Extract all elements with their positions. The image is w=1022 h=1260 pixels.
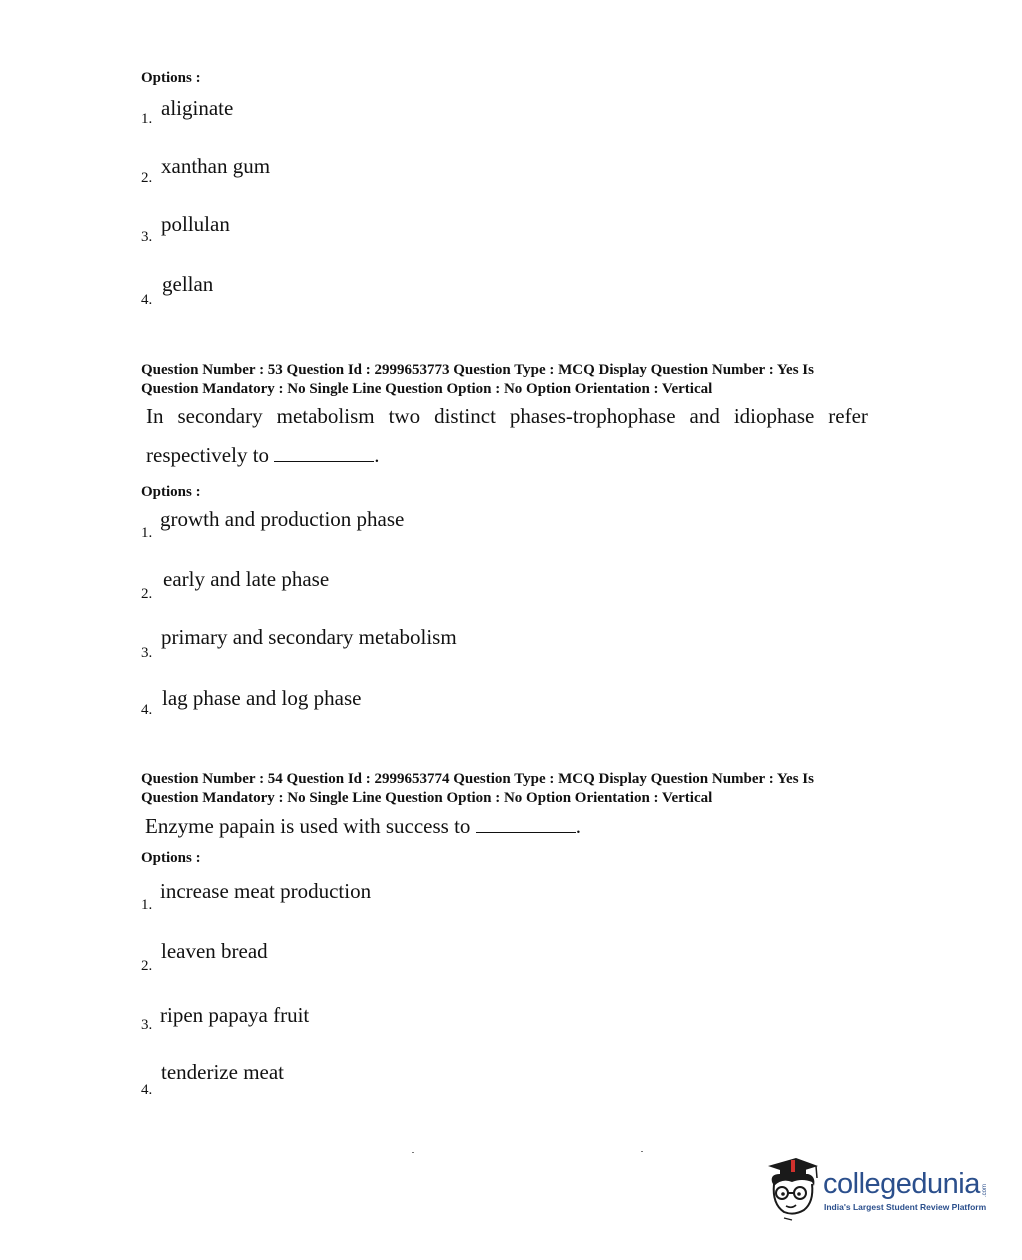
answer-blank <box>274 445 374 462</box>
option-number: 4. <box>141 1082 153 1098</box>
option-text[interactable]: gellan <box>162 272 214 296</box>
scan-mark <box>641 1151 643 1152</box>
option-number: 3. <box>141 1017 153 1033</box>
answer-blank <box>476 816 576 833</box>
option-text[interactable]: xanthan gum <box>161 154 271 178</box>
option-text[interactable]: tenderize meat <box>161 1060 285 1084</box>
logo-wordmark: collegedunia <box>823 1168 980 1200</box>
options-label: Options : <box>141 484 201 500</box>
option-text[interactable]: early and late phase <box>163 567 330 591</box>
option-number: 2. <box>141 170 153 186</box>
option-text[interactable]: ripen papaya fruit <box>160 1003 310 1027</box>
options-label: Options : <box>141 70 201 86</box>
logo-domain: .com <box>982 1183 988 1197</box>
question-text-line1: In secondary metabolism two distinct phases-trophophase and idiophase refer <box>146 404 868 428</box>
option-number: 3. <box>141 229 153 245</box>
option-text[interactable]: aliginate <box>161 96 234 120</box>
question-text-line2: respectively to . <box>146 443 380 467</box>
option-number: 2. <box>141 958 153 974</box>
question-text: Enzyme papain is used with success to . <box>145 814 581 838</box>
option-number: 2. <box>141 586 153 602</box>
mascot-icon <box>762 1152 822 1224</box>
option-number: 4. <box>141 702 153 718</box>
scan-mark <box>412 1152 414 1153</box>
question-meta: Question Number : 54 Question Id : 2999653774 Question Type : MCQ Display Question Number : Yes Is Question Mandatory : No Single Line Question Option : No Option Orientation : Vertical <box>141 771 814 806</box>
option-number: 3. <box>141 645 153 661</box>
option-number: 1. <box>141 897 153 913</box>
option-number: 1. <box>141 111 153 127</box>
option-number: 4. <box>141 292 153 308</box>
option-text[interactable]: pollulan <box>161 212 230 236</box>
logo-tagline: India's Largest Student Review Platform <box>824 1202 987 1212</box>
question-meta: Question Number : 53 Question Id : 2999653773 Question Type : MCQ Display Question Number : Yes Is Question Mandatory : No Single Line Question Option : No Option Orientation : Vertical <box>141 362 814 397</box>
option-text[interactable]: increase meat production <box>160 879 372 903</box>
option-text[interactable]: lag phase and log phase <box>162 686 362 710</box>
option-text[interactable]: growth and production phase <box>160 507 405 531</box>
option-text[interactable]: primary and secondary metabolism <box>161 625 457 649</box>
option-text[interactable]: leaven bread <box>161 939 268 963</box>
option-number: 1. <box>141 525 153 541</box>
options-label: Options : <box>141 850 201 866</box>
